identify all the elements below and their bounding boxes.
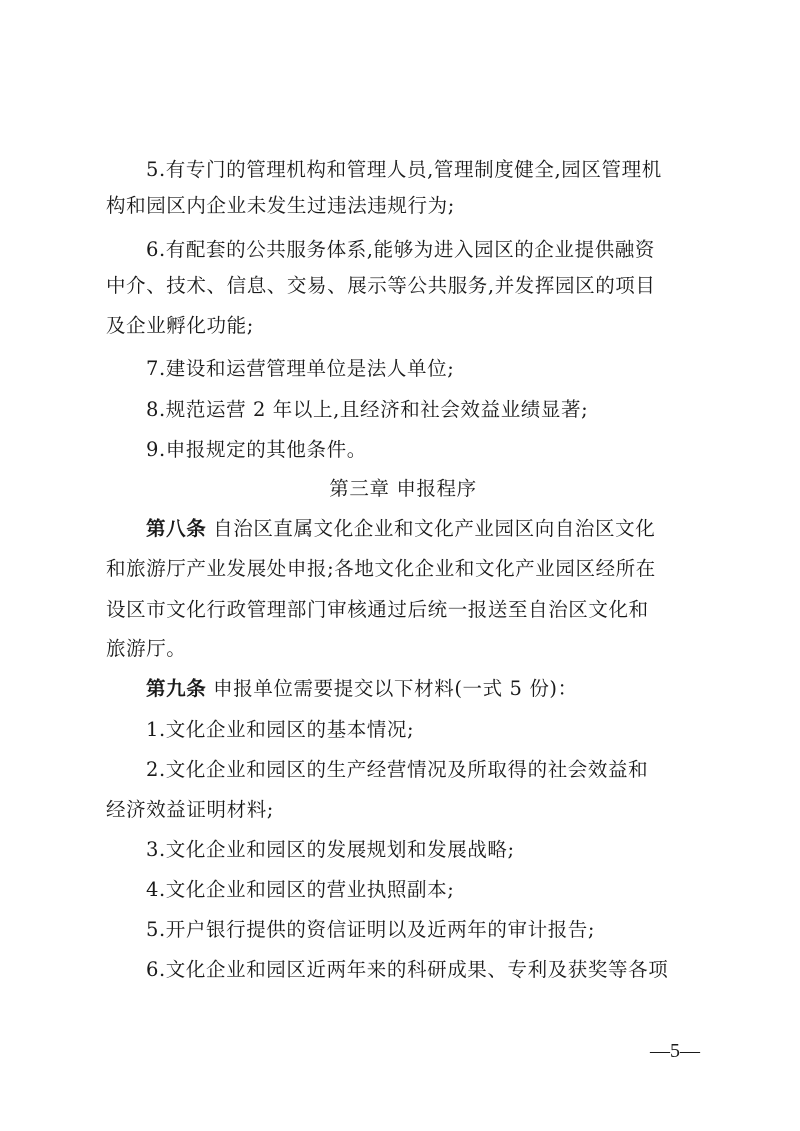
text-line: 中介、技术、信息、交易、展示等公共服务,并发挥园区的项目 (106, 274, 656, 297)
text-line: 8.规范运营 2 年以上,且经济和社会效益业绩显著; (146, 398, 589, 421)
text-line: 5.有专门的管理机构和管理人员,管理制度健全,园区管理机 (146, 158, 662, 181)
list-item: 4.文化企业和园区的营业执照副本; (146, 878, 455, 901)
text-line: 6.有配套的公共服务体系,能够为进入园区的企业提供融资 (146, 238, 656, 261)
list-item: 3.文化企业和园区的发展规划和发展战略; (146, 838, 515, 861)
text-line: 7.建设和运营管理单位是法人单位; (146, 357, 455, 380)
article-8-heading: 第八条 (146, 517, 207, 540)
list-item: 5.开户银行提供的资信证明以及近两年的审计报告; (146, 918, 596, 941)
list-item: 6.文化企业和园区近两年来的科研成果、专利及获奖等各项 (146, 958, 669, 981)
article-8-line (106, 511, 700, 547)
chapter-title: 第三章 申报程序 (329, 477, 477, 500)
list-item: 2.文化企业和园区的生产经营情况及所取得的社会效益和 (146, 758, 649, 781)
text-line: 设区市文化行政管理部门审核通过后统一报送至自治区文化和 (106, 598, 649, 621)
article-9-line (106, 671, 700, 707)
page-number: —5— (650, 1040, 700, 1062)
text-line: 9.申报规定的其他条件。 (146, 438, 367, 461)
article-8-text: 自治区直属文化企业和文化产业园区向自治区文化 (213, 517, 656, 540)
article-9-text: 申报单位需要提交以下材料(一式 5 份)： (213, 677, 578, 700)
article-9-heading: 第九条 (146, 677, 207, 700)
text-line: 及企业孵化功能; (106, 314, 254, 337)
text-line: 构和园区内企业未发生过违法违规行为; (106, 194, 455, 217)
text-line: 和旅游厅产业发展处申报;各地文化企业和文化产业园区经所在 (106, 557, 656, 580)
list-item: 1.文化企业和园区的基本情况; (146, 718, 415, 741)
text-line: 旅游厅。 (106, 637, 187, 660)
list-item: 经济效益证明材料; (106, 798, 274, 821)
